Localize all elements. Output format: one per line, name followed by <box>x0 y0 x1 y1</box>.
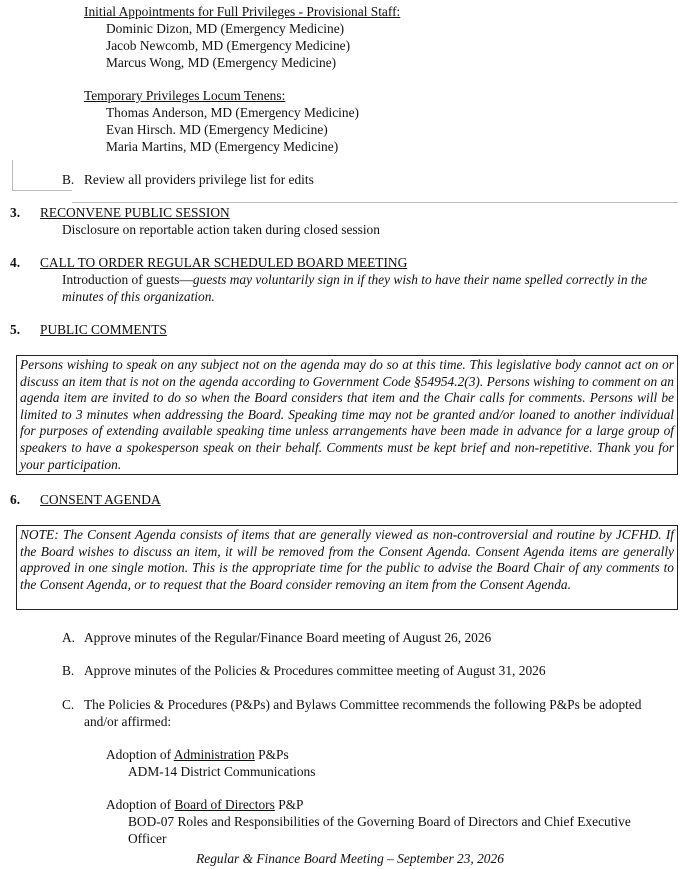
review-privilege-list-item: Review all providers privilege list for edits <box>84 172 314 187</box>
adoption-heading <box>106 797 304 814</box>
policy-entry: ADM-14 District Communications <box>128 764 316 779</box>
guests-intro-italic: minutes of this organization. <box>62 289 215 304</box>
item-letter: C. <box>62 697 75 712</box>
initial-appointments-heading: Initial Appointments for Full Privileges - Provisional Staff: <box>84 4 401 19</box>
section-title: RECONVENE PUBLIC SESSION <box>40 205 230 220</box>
item-letter: B. <box>62 172 75 187</box>
appointment-name: Jacob Newcomb, MD (Emergency Medicine) <box>106 38 351 53</box>
section-number: 5. <box>10 322 21 337</box>
section-number: 6. <box>10 492 21 507</box>
adoption-category: Administration <box>173 747 255 762</box>
section-title: CALL TO ORDER REGULAR SCHEDULED BOARD MEETING <box>40 255 408 270</box>
section-number: 3. <box>10 205 21 220</box>
adoption-suffix: P&P <box>274 797 304 812</box>
guests-introduction <box>62 272 647 289</box>
policy-entry: BOD-07 Roles and Responsibilities of the Governing Board of Directors and Chief Executive <box>128 814 631 829</box>
item-letter: A. <box>62 630 76 645</box>
adoption-heading <box>106 747 289 764</box>
temporary-privilege-name: Maria Martins, MD (Emergency Medicine) <box>106 139 339 154</box>
public-comments-notice: Persons wishing to speak on any subject not on the agenda may do so at this time. This legislative body cannot act on or discuss an item that is not on the agenda according to Government Code §54954.2(3). Persons wishing to comment on an agenda item are invited to do so when the Board considers that item and the Chair calls for comments. Persons will be limited to 3 minutes when addressing the Board. Speaking time may not be granted and/or loaned to another individual for purposes of extending available speaking time unless arrangements have been made in advance for a large group of speakers to have a spokesperson speak on their behalf. Comments must be kept brief and non-repetitive. Thank you for your participation. <box>16 355 678 475</box>
section-text: Disclosure on reportable action taken during closed session <box>62 222 380 237</box>
page-footer: Regular & Finance Board Meeting – September 23, 2026 <box>196 851 504 866</box>
guests-intro-plain: Introduction of guests— <box>62 272 193 287</box>
adoption-prefix: Adoption of <box>106 797 175 812</box>
separator-rule <box>72 202 678 203</box>
policy-entry-continued: Officer <box>128 831 167 846</box>
appointment-name: Marcus Wong, MD (Emergency Medicine) <box>106 55 337 70</box>
temporary-privilege-name: Thomas Anderson, MD (Emergency Medicine) <box>106 105 359 120</box>
item-letter: B. <box>62 663 75 678</box>
separator-rule <box>12 190 72 191</box>
consent-agenda-note: NOTE: The Consent Agenda consists of items that are generally viewed as non-controversial and routine by JCFHD. If the Board wishes to discuss an item, it will be removed from the Consent Agenda. Consent Agenda items are generally approved in one single motion. This is the appropriate time for the public to advise the Board Chair of any comments to the Consent Agenda, or to request that the Board consider removing an item from the Consent Agenda. <box>16 525 678 610</box>
consent-item-continued: and/or affirmed: <box>84 714 172 729</box>
adoption-suffix: P&Ps <box>254 747 289 762</box>
consent-item: Approve minutes of the Policies & Procedures committee meeting of August 31, 2026 <box>84 663 546 678</box>
adoption-category: Board of Directors <box>174 797 275 812</box>
section-title: PUBLIC COMMENTS <box>40 322 167 337</box>
section-number: 4. <box>10 255 21 270</box>
temporary-privileges-heading: Temporary Privileges Locum Tenens: <box>84 88 286 103</box>
appointment-name: Dominic Dizon, MD (Emergency Medicine) <box>106 21 345 36</box>
consent-item: The Policies & Procedures (P&Ps) and Bylaws Committee recommends the following P&Ps be adopted <box>84 697 642 712</box>
guests-intro-italic: guests may voluntarily sign in if they wish to have their name spelled correctly in the <box>192 272 648 287</box>
margin-rule <box>12 160 13 190</box>
section-title: CONSENT AGENDA <box>40 492 161 507</box>
consent-item: Approve minutes of the Regular/Finance Board meeting of August 26, 2026 <box>84 630 492 645</box>
adoption-prefix: Adoption of <box>106 747 174 762</box>
temporary-privilege-name: Evan Hirsch. MD (Emergency Medicine) <box>106 122 328 137</box>
